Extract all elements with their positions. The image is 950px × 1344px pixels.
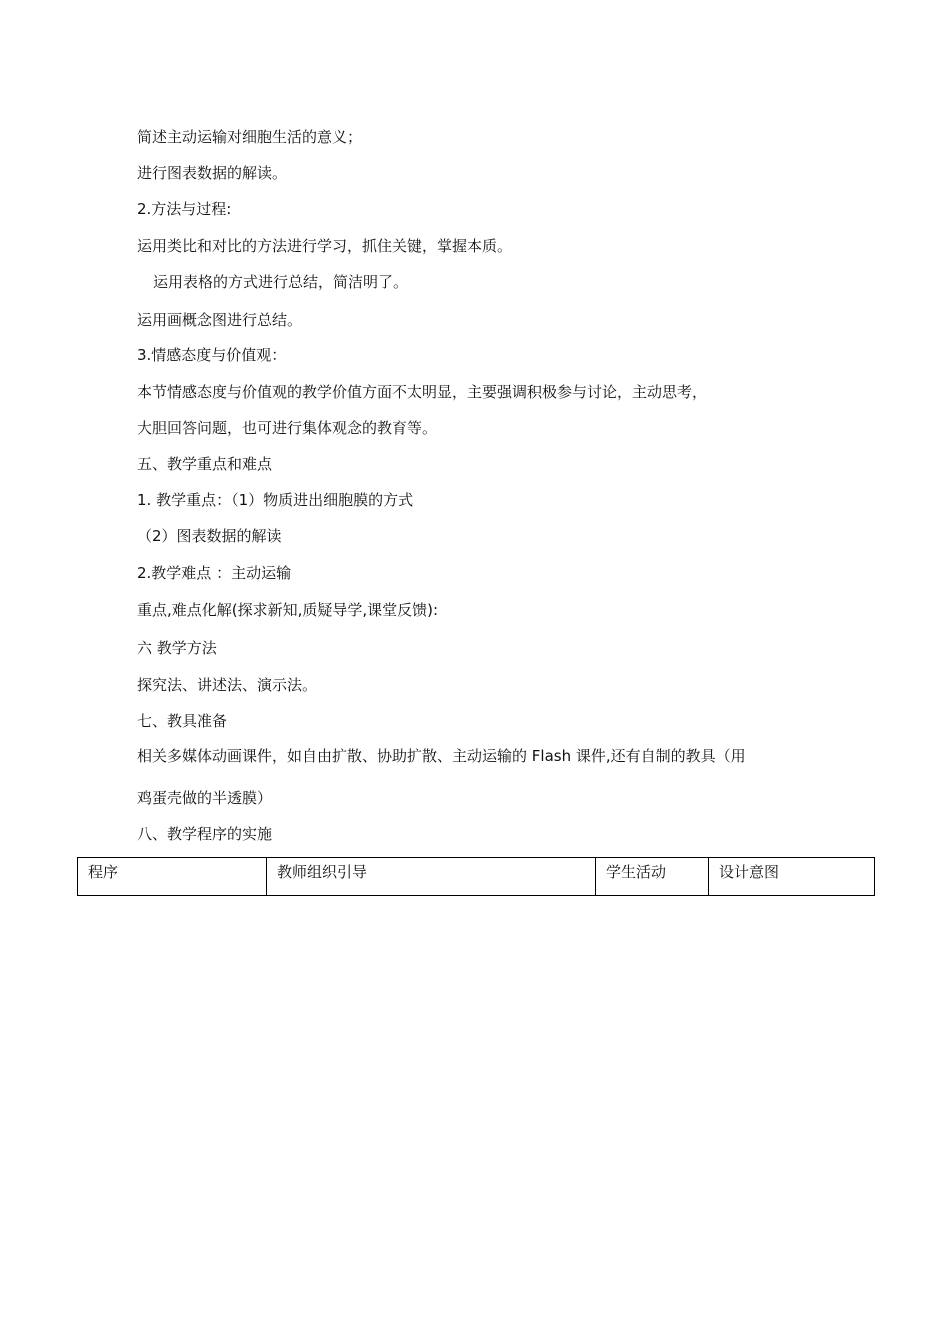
text-line-4: 运用类比和对比的方法进行学习，抓住关键，掌握本质。 xyxy=(137,237,513,255)
text-line-5: 运用表格的方式进行总结，简洁明了。 xyxy=(153,273,409,291)
text-line-11: 1. 教学重点：（1）物质进出细胞膜的方式 xyxy=(137,491,414,509)
section-heading-methods: 2.方法与过程: xyxy=(137,200,232,218)
text-line-19: 鸡蛋壳做的半透膜） xyxy=(137,789,273,807)
section-heading-key-points: 五、教学重点和难点 xyxy=(137,455,273,473)
text-line-9: 大胆回答问题，也可进行集体观念的教育等。 xyxy=(137,419,438,437)
text-line-2: 进行图表数据的解读。 xyxy=(137,164,288,182)
procedure-table xyxy=(77,857,875,896)
text-line-14: 重点,难点化解(探求新知,质疑导学,课堂反馈): xyxy=(137,601,439,619)
text-line-13: 2.教学难点 ：主动运输 xyxy=(137,564,292,582)
text-line-12: （2）图表数据的解读 xyxy=(137,527,282,545)
section-heading-tools: 七、教具准备 xyxy=(137,712,228,730)
section-heading-procedure: 八、教学程序的实施 xyxy=(137,825,273,843)
section-heading-values: 3.情感态度与价值观： xyxy=(137,346,287,364)
table-header-cell: 程序 xyxy=(78,858,267,896)
text-line-8: 本节情感态度与价值观的教学价值方面不太明显，主要强调积极参与讨论，主动思考， xyxy=(137,383,708,401)
text-line-16: 探究法、讲述法、演示法。 xyxy=(137,676,318,694)
table-header-cell: 教师组织引导 xyxy=(267,858,596,896)
table-header-cell: 学生活动 xyxy=(596,858,709,896)
section-heading-methods-teaching: 六 教学方法 xyxy=(137,639,217,657)
text-line-1: 简述主动运输对细胞生活的意义； xyxy=(137,128,363,146)
text-line-6: 运用画概念图进行总结。 xyxy=(137,311,303,329)
table-header-row xyxy=(78,858,875,896)
table-header-cell: 设计意图 xyxy=(709,858,875,896)
text-line-18: 相关多媒体动画课件，如自由扩散、协助扩散、主动运输的 Flash 课件,还有自制的教具（用 xyxy=(137,747,746,765)
